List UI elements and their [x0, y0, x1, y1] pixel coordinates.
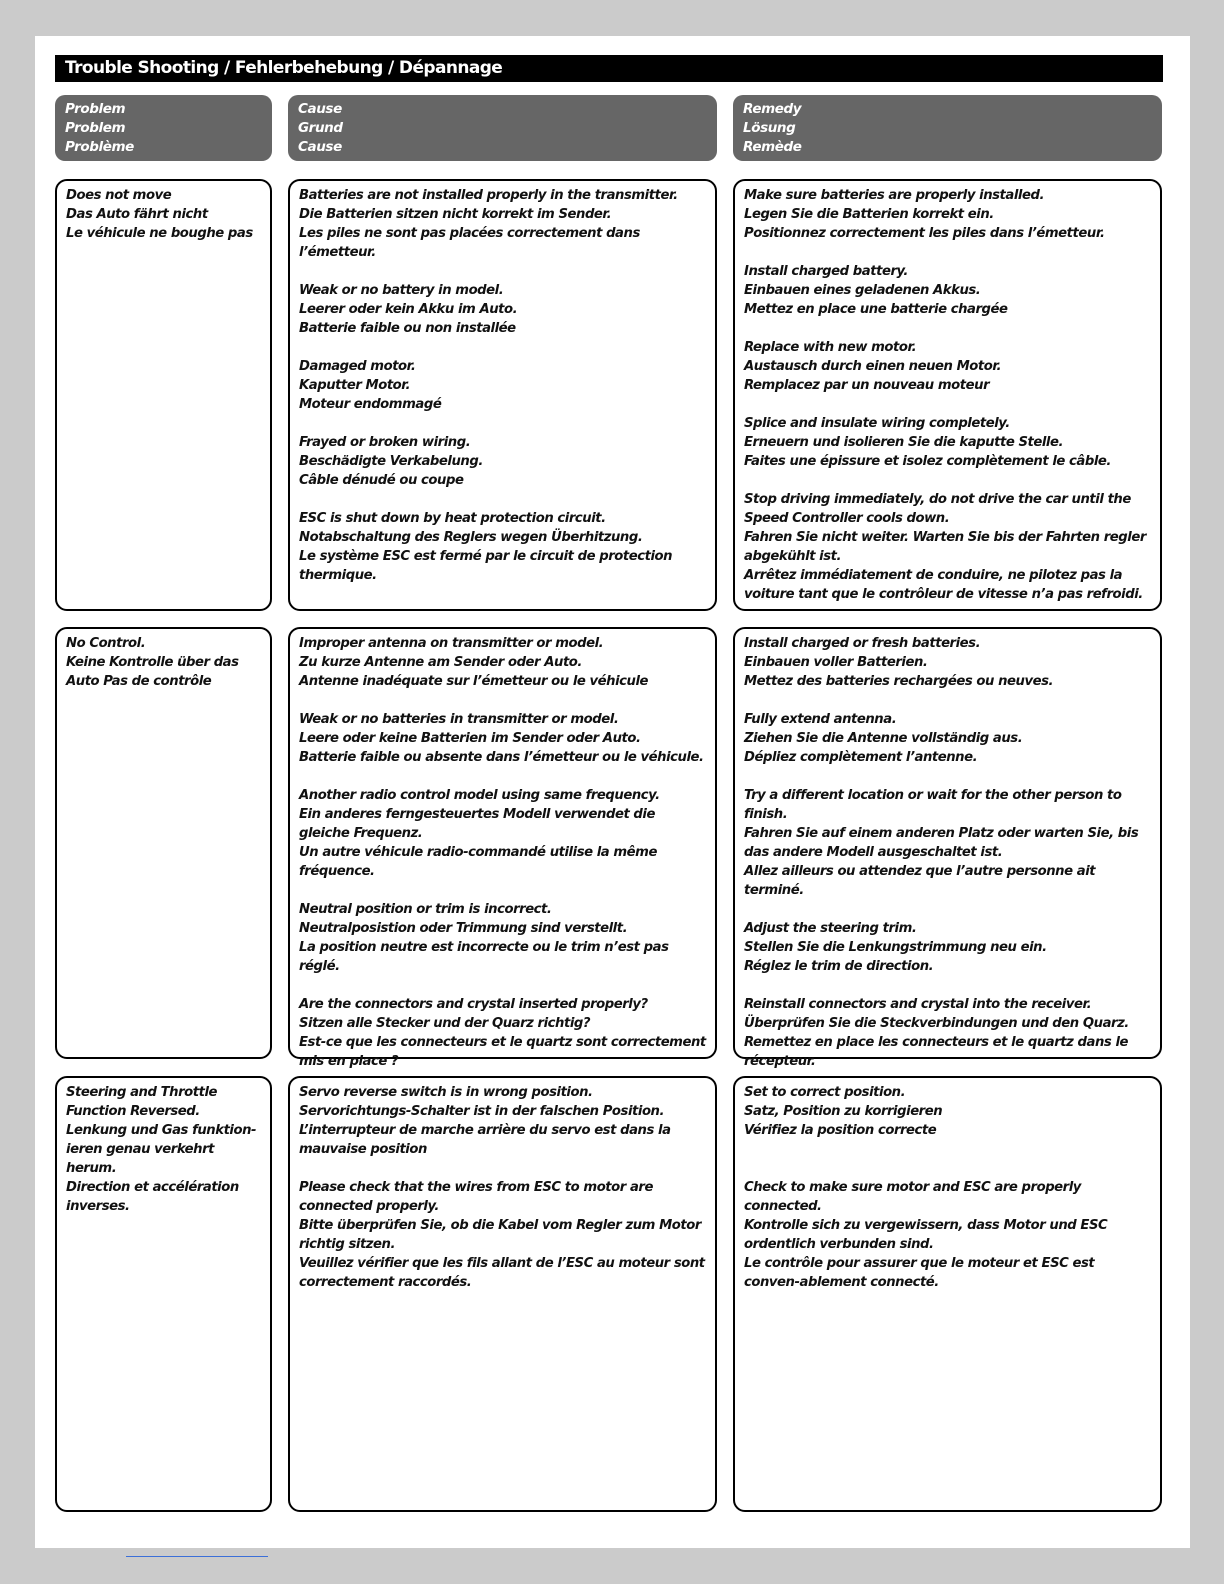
problem-line: Direction et accélération inverses.: [66, 1180, 239, 1214]
remedy-line: Check to make sure motor and ESC are properly connected.: [744, 1180, 1081, 1214]
cause-line: Kaputter Motor.: [299, 378, 411, 393]
remedy-line: Überprüfen Sie die Steckverbindungen und den Quarz.: [744, 1016, 1129, 1031]
remedy-line: Arrêtez immédiatement de conduire, ne pilotez pas la voiture tant que le contrôleur de vitesse n’a pas refroidi.: [744, 568, 1143, 602]
header-remedy-fr: Remède: [743, 139, 802, 155]
cause-line: ESC is shut down by heat protection circuit.: [299, 511, 606, 526]
header-problem-en: Problem: [65, 101, 126, 117]
problem-line: Steering and Throttle Function Reversed.: [66, 1085, 218, 1119]
header-cause-de: Grund: [298, 120, 343, 136]
paragraph-gap: [744, 471, 1151, 490]
paragraph-gap: [744, 243, 1151, 262]
remedy-line: Fahren Sie nicht weiter. Warten Sie bis der Fahrten regler abgekühlt ist.: [744, 530, 1146, 564]
remedy-line: Try a different location or wait for the other person to finish.: [744, 788, 1122, 822]
remedy-line: Austausch durch einen neuen Motor.: [744, 359, 1002, 374]
paragraph-gap: [744, 395, 1151, 414]
header-cause: [288, 95, 717, 161]
cause-line: Please check that the wires from ESC to motor are connected properly.: [299, 1180, 653, 1214]
cause-line: Damaged motor.: [299, 359, 416, 374]
problem-cell: [55, 627, 272, 1059]
cause-line: Neutralposistion oder Trimmung sind verstellt.: [299, 921, 628, 936]
remedy-line: Remplacez par un nouveau moteur: [744, 378, 990, 393]
cause-line: Are the connectors and crystal inserted properly?: [299, 997, 648, 1012]
header-remedy-en: Remedy: [743, 101, 802, 117]
cause-line: Ein anderes ferngesteuertes Modell verwendet die gleiche Frequenz.: [299, 807, 655, 841]
paragraph-gap: [744, 1159, 1151, 1178]
cause-line: Frayed or broken wiring.: [299, 435, 471, 450]
remedy-line: Adjust the steering trim.: [744, 921, 917, 936]
remedy-line: Einbauen voller Batterien.: [744, 655, 928, 670]
remedy-cell: [733, 627, 1162, 1069]
cause-line: La position neutre est incorrecte ou le trim n’est pas réglé.: [299, 940, 669, 974]
remedy-line: Dépliez complètement l’antenne.: [744, 750, 978, 765]
header-problem-fr: Problème: [65, 139, 134, 155]
paragraph-gap: [299, 767, 706, 786]
footer-link-underline[interactable]: [126, 1556, 268, 1557]
remedy-line: Kontrolle sich zu vergewissern, dass Motor und ESC ordentlich verbunden sind.: [744, 1218, 1108, 1252]
remedy-line: Legen Sie die Batterien korrekt ein.: [744, 207, 994, 222]
cause-line: Servorichtungs-Schalter ist in der falschen Position.: [299, 1104, 665, 1119]
remedy-line: Positionnez correctement les piles dans l’émetteur.: [744, 226, 1105, 241]
cause-cell: [288, 179, 717, 611]
remedy-line: Einbauen eines geladenen Akkus.: [744, 283, 981, 298]
remedy-line: Fahren Sie auf einem anderen Platz oder warten Sie, bis das andere Modell ausgeschaltet ist.: [744, 826, 1139, 860]
cause-line: Die Batterien sitzen nicht korrekt im Sender.: [299, 207, 612, 222]
remedy-line: Set to correct position.: [744, 1085, 906, 1100]
cause-line: Beschädigte Verkabelung.: [299, 454, 483, 469]
cause-line: Batterie faible ou absente dans l’émetteur ou le véhicule.: [299, 750, 704, 765]
problem-line: Le véhicule ne boughe pas: [66, 226, 253, 241]
paragraph-gap: [744, 976, 1151, 995]
header-remedy-de: Lösung: [743, 120, 796, 136]
remedy-line: Make sure batteries are properly installed.: [744, 188, 1045, 203]
remedy-line: Ziehen Sie die Antenne vollständig aus.: [744, 731, 1023, 746]
cause-line: Bitte überprüfen Sie, ob die Kabel vom Regler zum Motor richtig sitzen.: [299, 1218, 701, 1252]
page-title: Trouble Shooting / Fehlerbehebung / Dépannage: [55, 55, 1163, 82]
paragraph-gap: [299, 1159, 706, 1178]
remedy-line: Reinstall connectors and crystal into the receiver.: [744, 997, 1092, 1012]
header-remedy: [733, 95, 1162, 161]
paragraph-gap: [299, 691, 706, 710]
remedy-line: Satz, Position zu korrigieren: [744, 1104, 943, 1119]
cause-line: Weak or no battery in model.: [299, 283, 504, 298]
header-cause-fr: Cause: [298, 139, 342, 155]
problem-line: Das Auto fährt nicht: [66, 207, 208, 222]
cause-line: Le système ESC est fermé par le circuit de protection thermique.: [299, 549, 673, 583]
remedy-cell: [733, 179, 1162, 611]
cause-line: Est-ce que les connecteurs et le quartz sont correctement mis en place ?: [299, 1035, 706, 1069]
manual-page: [35, 36, 1190, 1548]
remedy-line: Mettez des batteries rechargées ou neuves.: [744, 674, 1054, 689]
paragraph-gap: [299, 262, 706, 281]
remedy-line: Replace with new motor.: [744, 340, 917, 355]
cause-line: Leerer oder kein Akku im Auto.: [299, 302, 518, 317]
problem-line: No Control.: [66, 636, 146, 651]
cause-line: Antenne inadéquate sur l’émetteur ou le véhicule: [299, 674, 649, 689]
cause-line: Zu kurze Antenne am Sender oder Auto.: [299, 655, 582, 670]
cause-line: L’interrupteur de marche arrière du servo est dans la mauvaise position: [299, 1123, 671, 1157]
paragraph-gap: [299, 338, 706, 357]
cause-line: Les piles ne sont pas placées correctement dans l’émetteur.: [299, 226, 640, 260]
remedy-line: Le contrôle pour assurer que le moteur et ESC est conven-ablement connecté.: [744, 1256, 1095, 1290]
paragraph-gap: [299, 976, 706, 995]
header-cause-en: Cause: [298, 101, 342, 117]
cause-line: Leere oder keine Batterien im Sender oder Auto.: [299, 731, 641, 746]
cause-line: Improper antenna on transmitter or model.: [299, 636, 604, 651]
cause-line: Another radio control model using same frequency.: [299, 788, 660, 803]
problem-cell: [55, 179, 272, 611]
remedy-line: Remettez en place les connecteurs et le quartz dans le récepteur.: [744, 1035, 1129, 1069]
cause-line: Neutral position or trim is incorrect.: [299, 902, 552, 917]
header-problem: [55, 95, 272, 161]
problem-line: Does not move: [66, 188, 172, 203]
remedy-cell: [733, 1076, 1162, 1512]
cause-line: Veuillez vérifier que les fils allant de l’ESC au moteur sont correctement raccordés.: [299, 1256, 705, 1290]
remedy-line: Stop driving immediately, do not drive the car until the Speed Controller cools down.: [744, 492, 1131, 526]
remedy-line: Faites une épissure et isolez complètement le câble.: [744, 454, 1111, 469]
remedy-line: Mettez en place une batterie chargée: [744, 302, 1008, 317]
paragraph-gap: [299, 414, 706, 433]
cause-line: Weak or no batteries in transmitter or model.: [299, 712, 619, 727]
remedy-line: Réglez le trim de direction.: [744, 959, 934, 974]
problem-cell: [55, 1076, 272, 1512]
remedy-line: Install charged or fresh batteries.: [744, 636, 981, 651]
cause-line: Câble dénudé ou coupe: [299, 473, 464, 488]
remedy-line: Install charged battery.: [744, 264, 908, 279]
paragraph-gap: [299, 881, 706, 900]
remedy-line: Erneuern und isolieren Sie die kaputte Stelle.: [744, 435, 1064, 450]
cause-line: Servo reverse switch is in wrong position.: [299, 1085, 593, 1100]
remedy-line: Allez ailleurs ou attendez que l’autre personne ait terminé.: [744, 864, 1096, 898]
paragraph-gap: [744, 1140, 1151, 1159]
remedy-line: Fully extend antenna.: [744, 712, 897, 727]
cause-line: Un autre véhicule radio-commandé utilise la même fréquence.: [299, 845, 657, 879]
cause-line: Batterie faible ou non installée: [299, 321, 516, 336]
header-problem-de: Problem: [65, 120, 126, 136]
cause-cell: [288, 1076, 717, 1512]
remedy-line: Splice and insulate wiring completely.: [744, 416, 1010, 431]
problem-line: Keine Kontrolle über das Auto Pas de contrôle: [66, 655, 239, 689]
paragraph-gap: [744, 900, 1151, 919]
cause-cell: [288, 627, 717, 1069]
cause-line: Batteries are not installed properly in the transmitter.: [299, 188, 678, 203]
problem-line: Lenkung und Gas funktion-ieren genau verkehrt herum.: [66, 1123, 257, 1176]
cause-line: Moteur endommagé: [299, 397, 442, 412]
cause-line: Sitzen alle Stecker und der Quarz richtig?: [299, 1016, 591, 1031]
remedy-line: Vérifiez la position correcte: [744, 1123, 937, 1138]
paragraph-gap: [744, 767, 1151, 786]
paragraph-gap: [744, 691, 1151, 710]
cause-line: Notabschaltung des Reglers wegen Überhitzung.: [299, 530, 643, 545]
paragraph-gap: [299, 490, 706, 509]
remedy-line: Stellen Sie die Lenkungstrimmung neu ein.: [744, 940, 1047, 955]
paragraph-gap: [744, 319, 1151, 338]
